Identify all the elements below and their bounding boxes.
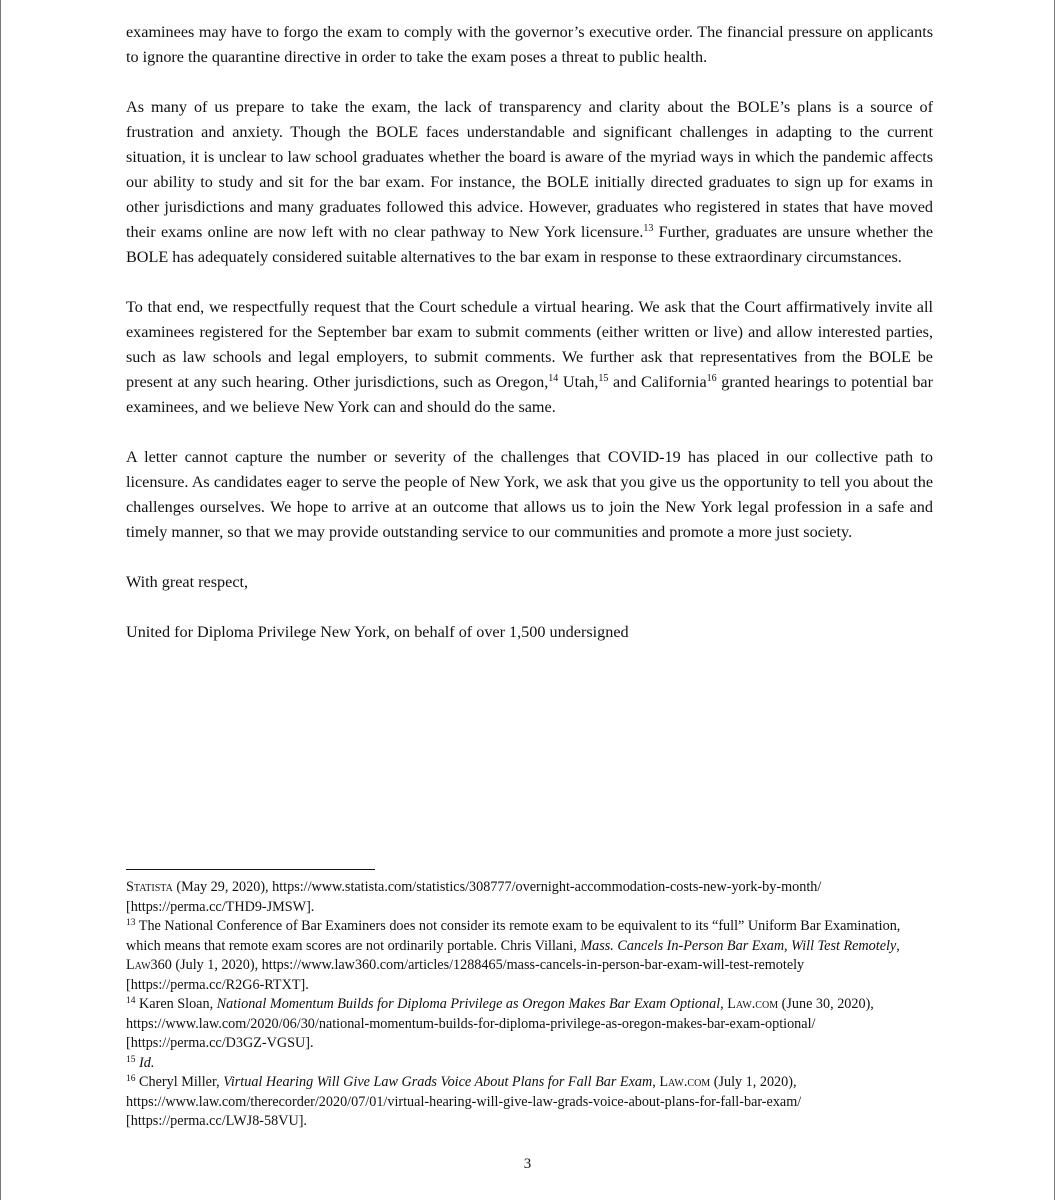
paragraph-conclusion: A letter cannot capture the number or severity of the challenges that COVID-19 has placed in our collective path to licensure. As candidates eager to serve the people of New York, we ask that you give us the opportunity to tell you about the challenges ourselves. We hope to arrive at an outcome that allows us to join the New York legal profession in a safe and timely manner, so that we may provide outstanding service to our communities and promote a more just society. — [126, 448, 933, 541]
page-number: 3 — [523, 1156, 532, 1172]
paragraph-continued: examinees may have to forgo the exam to comply with the governor’s executive order. The financial pressure on applicants to ignore the quarantine directive in order to take the exam poses a threat to public health. — [126, 23, 933, 66]
footnote-15: $^{15}$ Id. — [126, 1054, 155, 1071]
footnotes — [126, 878, 933, 1132]
footnote-ref-14[interactable]: 14 — [548, 373, 559, 384]
closing-line: With great respect, — [126, 573, 249, 591]
footnote-16: $^{16}$ Cheryl Miller, Virtual Hearing Will Give Law Grads Voice About Plans for Fall Bar Exam, Law.com (July 1, 2020), https://www.law.com/therecorder/2020/07/01/virtual-hearing-will-give-law-grads-voice-about-plans-for-fall-bar-exam/ [https://perma.cc/LWJ8-58VU]. — [126, 1074, 802, 1129]
footnote-ref-15[interactable]: 15 — [598, 373, 609, 384]
footnote-ref-13[interactable]: 13 — [643, 223, 654, 234]
paragraph-hearing-request: To that end, we respectfully request that the Court schedule a virtual hearing. We ask that the Court affirmatively invite all examinees registered for the September bar exam to submit comments (either written or live) and allow interested parties, such as law schools and legal employers, to submit comments. We further ask that representatives from the BOLE be present at any such hearing. Other jurisdictions, such as Oregon,$^{14}$ Utah,$^{15}$ and California$^{16}$ granted hearings to potential bar examinees, and we believe New York can and should do the same. — [126, 298, 934, 416]
footnote-separator — [126, 869, 375, 870]
footnote-14: $^{14}$ Karen Sloan, National Momentum Builds for Diploma Privilege as Oregon Makes Bar Exam Optional, Law.com (June 30, 2020), https://www.law.com/2020/06/30/national-momentum-builds-for-diploma-privilege-as-oregon-makes-bar-exam-optional/ [https://perma.cc/D3GZ-VGSU]. — [126, 996, 874, 1051]
footnote-ref-16[interactable]: 16 — [706, 373, 717, 384]
paragraph-transparency: As many of us prepare to take the exam, the lack of transparency and clarity about the BOLE’s plans is a source of frustration and anxiety. Though the BOLE faces understandable and significant challenges in adapting to the current situation, it is unclear to law school graduates whether the board is aware of the myriad ways in which the pandemic affects our ability to study and sit for the bar exam. For instance, the BOLE initially directed graduates to sign up for exams in other jurisdictions and many graduates followed this advice. However, graduates who registered in states that have moved their exams online are now left with no clear pathway to New York licensure.$^{13}$ Further, graduates are unsure whether the BOLE has adequately considered suitable alternatives to the bar exam in response to these extraordinary circumstances. — [126, 98, 934, 266]
letter-body — [126, 20, 933, 645]
signature-line: United for Diploma Privilege New York, on behalf of over 1,500 undersigned — [126, 623, 629, 641]
footnote-13: $^{13}$ The National Conference of Bar Examiners does not consider its remote exam to be equivalent to its “full” Uniform Bar Examination, which means that remote exam scores are not ordinarily portable. Chris Villani, Mass. Cancels In-Person Bar Exam, Will Test Remotely, Law360 (July 1, 2020), https://www.law360.com/articles/1288465/mass-cancels-in-person-bar-exam-will-test-remotely [https://perma.cc/R2G6-RTXT]. — [126, 918, 901, 993]
footnote-continued: Statista (May 29, 2020), https://www.statista.com/statistics/308777/overnight-accommodation-costs-new-york-by-month/ [https://perma.cc/THD9-JMSW]. — [126, 879, 822, 915]
page-left-border — [0, 0, 1, 1200]
